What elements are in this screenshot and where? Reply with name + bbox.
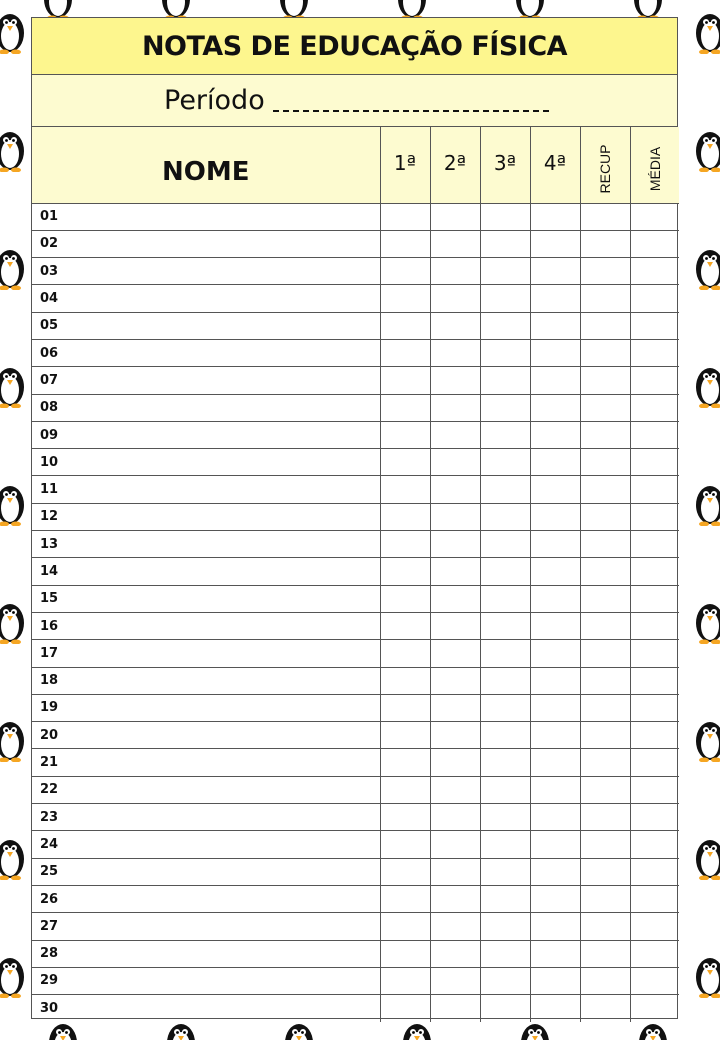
grade-cell-4[interactable] <box>530 312 580 339</box>
grade-cell-4[interactable] <box>530 531 580 558</box>
media-cell[interactable] <box>630 722 679 749</box>
media-cell[interactable] <box>630 230 679 257</box>
table-row <box>32 558 679 585</box>
grade-cell-1[interactable] <box>380 640 430 667</box>
grade-cell-4[interactable] <box>530 804 580 831</box>
row-number[interactable]: 11 <box>32 476 380 503</box>
grade-cell-1[interactable] <box>380 612 430 639</box>
row-number[interactable]: 02 <box>32 230 380 257</box>
penguin-icon <box>0 6 28 54</box>
column-header-media <box>630 127 679 203</box>
penguin-icon <box>692 714 720 762</box>
grade-cell-2[interactable] <box>430 749 480 776</box>
grade-cell-1[interactable] <box>380 258 430 285</box>
grade-cell-3[interactable] <box>480 312 530 339</box>
table-row <box>32 749 679 776</box>
penguin-icon <box>692 596 720 644</box>
row-number[interactable]: 24 <box>32 831 380 858</box>
row-number[interactable]: 29 <box>32 967 380 994</box>
recup-cell[interactable] <box>580 885 630 912</box>
penguin-icon <box>692 360 720 408</box>
grade-cell-3[interactable] <box>480 885 530 912</box>
row-number[interactable]: 27 <box>32 913 380 940</box>
penguin-icon <box>0 242 28 290</box>
recup-cell[interactable] <box>580 612 630 639</box>
recup-cell[interactable] <box>580 339 630 366</box>
recup-cell[interactable] <box>580 858 630 885</box>
penguin-icon <box>0 124 28 172</box>
media-cell[interactable] <box>630 558 679 585</box>
recup-cell[interactable] <box>580 995 630 1022</box>
table-row <box>32 449 679 476</box>
header-row <box>32 127 679 203</box>
row-number[interactable]: 22 <box>32 776 380 803</box>
recup-cell[interactable] <box>580 804 630 831</box>
grade-cell-2[interactable] <box>430 694 480 721</box>
grade-cell-3[interactable] <box>480 421 530 448</box>
recup-cell[interactable] <box>580 449 630 476</box>
row-number[interactable]: 20 <box>32 722 380 749</box>
table-row <box>32 913 679 940</box>
grade-cell-1[interactable] <box>380 203 430 230</box>
grade-cell-1[interactable] <box>380 585 430 612</box>
column-header-media-label: MÉDIA <box>646 146 663 192</box>
grade-cell-3[interactable] <box>480 749 530 776</box>
media-cell[interactable] <box>630 995 679 1022</box>
penguin-icon <box>0 478 28 526</box>
row-number[interactable]: 23 <box>32 804 380 831</box>
grade-cell-2[interactable] <box>430 967 480 994</box>
grade-cell-3[interactable] <box>480 694 530 721</box>
grade-cell-1[interactable] <box>380 285 430 312</box>
grade-cell-4[interactable] <box>530 858 580 885</box>
row-number[interactable]: 03 <box>32 258 380 285</box>
grades-table <box>32 127 679 1022</box>
grade-cell-4[interactable] <box>530 640 580 667</box>
grade-cell-1[interactable] <box>380 885 430 912</box>
table-row <box>32 858 679 885</box>
row-number[interactable]: 18 <box>32 667 380 694</box>
grade-cell-3[interactable] <box>480 667 530 694</box>
row-number[interactable]: 14 <box>32 558 380 585</box>
recup-cell[interactable] <box>580 476 630 503</box>
row-number[interactable]: 21 <box>32 749 380 776</box>
grade-cell-2[interactable] <box>430 585 480 612</box>
grade-cell-1[interactable] <box>380 913 430 940</box>
grade-cell-2[interactable] <box>430 722 480 749</box>
grade-cell-4[interactable] <box>530 339 580 366</box>
grade-cell-2[interactable] <box>430 503 480 530</box>
sheet-title: NOTAS DE EDUCAÇÃO FÍSICA <box>32 18 677 75</box>
penguin-icon <box>0 832 28 880</box>
media-cell[interactable] <box>630 394 679 421</box>
grade-cell-3[interactable] <box>480 558 530 585</box>
table-row <box>32 585 679 612</box>
grade-cell-2[interactable] <box>430 312 480 339</box>
grade-cell-4[interactable] <box>530 749 580 776</box>
table-row <box>32 995 679 1022</box>
penguin-icon <box>692 242 720 290</box>
media-cell[interactable] <box>630 885 679 912</box>
grade-cell-3[interactable] <box>480 531 530 558</box>
table-row <box>32 285 679 312</box>
penguin-icon <box>0 950 28 998</box>
grade-cell-2[interactable] <box>430 230 480 257</box>
penguin-icon <box>692 6 720 54</box>
grade-cell-1[interactable] <box>380 230 430 257</box>
recup-cell[interactable] <box>580 967 630 994</box>
media-cell[interactable] <box>630 967 679 994</box>
table-row <box>32 230 679 257</box>
recup-cell[interactable] <box>580 394 630 421</box>
recup-cell[interactable] <box>580 503 630 530</box>
row-number[interactable]: 19 <box>32 694 380 721</box>
grade-cell-1[interactable] <box>380 339 430 366</box>
row-number[interactable]: 07 <box>32 367 380 394</box>
recup-cell[interactable] <box>580 230 630 257</box>
penguin-icon <box>692 832 720 880</box>
grade-cell-2[interactable] <box>430 885 480 912</box>
media-cell[interactable] <box>630 694 679 721</box>
grade-cell-2[interactable] <box>430 940 480 967</box>
media-cell[interactable] <box>630 367 679 394</box>
grade-cell-3[interactable] <box>480 858 530 885</box>
media-cell[interactable] <box>630 749 679 776</box>
grade-cell-4[interactable] <box>530 913 580 940</box>
grade-cell-2[interactable] <box>430 804 480 831</box>
grade-cell-3[interactable] <box>480 831 530 858</box>
table-row <box>32 885 679 912</box>
grade-cell-2[interactable] <box>430 449 480 476</box>
grade-cell-4[interactable] <box>530 967 580 994</box>
grade-cell-1[interactable] <box>380 421 430 448</box>
grade-cell-4[interactable] <box>530 476 580 503</box>
penguin-icon <box>692 950 720 998</box>
penguin-icon <box>692 124 720 172</box>
grade-cell-4[interactable] <box>530 776 580 803</box>
table-row <box>32 831 679 858</box>
grade-cell-4[interactable] <box>530 421 580 448</box>
table-row <box>32 339 679 366</box>
media-cell[interactable] <box>630 503 679 530</box>
grade-cell-1[interactable] <box>380 776 430 803</box>
grade-cell-1[interactable] <box>380 667 430 694</box>
recup-cell[interactable] <box>580 285 630 312</box>
recup-cell[interactable] <box>580 722 630 749</box>
recup-cell[interactable] <box>580 831 630 858</box>
grade-cell-2[interactable] <box>430 913 480 940</box>
grade-cell-2[interactable] <box>430 339 480 366</box>
media-cell[interactable] <box>630 776 679 803</box>
grade-cell-3[interactable] <box>480 940 530 967</box>
row-number[interactable]: 09 <box>32 421 380 448</box>
table-row <box>32 694 679 721</box>
column-header-1: 1ª <box>380 127 430 203</box>
grade-cell-1[interactable] <box>380 367 430 394</box>
column-header-name: NOME <box>32 127 380 203</box>
media-cell[interactable] <box>630 203 679 230</box>
media-cell[interactable] <box>630 312 679 339</box>
grade-cell-1[interactable] <box>380 940 430 967</box>
grade-cell-4[interactable] <box>530 694 580 721</box>
penguin-icon <box>0 596 28 644</box>
period-row <box>32 75 677 127</box>
table-row <box>32 967 679 994</box>
penguin-icon <box>0 714 28 762</box>
recup-cell[interactable] <box>580 913 630 940</box>
grade-cell-1[interactable] <box>380 503 430 530</box>
table-row <box>32 667 679 694</box>
grade-cell-1[interactable] <box>380 831 430 858</box>
grade-cell-1[interactable] <box>380 531 430 558</box>
grade-cell-4[interactable] <box>530 230 580 257</box>
media-cell[interactable] <box>630 858 679 885</box>
media-cell[interactable] <box>630 940 679 967</box>
recup-cell[interactable] <box>580 531 630 558</box>
grade-cell-4[interactable] <box>530 831 580 858</box>
grade-cell-3[interactable] <box>480 967 530 994</box>
row-number[interactable]: 16 <box>32 612 380 639</box>
recup-cell[interactable] <box>580 585 630 612</box>
table-row <box>32 531 679 558</box>
table-row <box>32 503 679 530</box>
grade-cell-3[interactable] <box>480 476 530 503</box>
table-row <box>32 421 679 448</box>
grade-cell-4[interactable] <box>530 940 580 967</box>
grade-cell-4[interactable] <box>530 203 580 230</box>
grade-cell-4[interactable] <box>530 449 580 476</box>
grade-cell-2[interactable] <box>430 394 480 421</box>
grade-cell-4[interactable] <box>530 258 580 285</box>
grade-cell-1[interactable] <box>380 312 430 339</box>
column-header-4: 4ª <box>530 127 580 203</box>
grade-cell-3[interactable] <box>480 722 530 749</box>
column-header-2: 2ª <box>430 127 480 203</box>
table-row <box>32 804 679 831</box>
row-number[interactable]: 26 <box>32 885 380 912</box>
table-row <box>32 394 679 421</box>
column-header-recup-label: RECUP <box>597 144 613 194</box>
grade-cell-1[interactable] <box>380 858 430 885</box>
table-row <box>32 722 679 749</box>
table-row <box>32 258 679 285</box>
column-header-3: 3ª <box>480 127 530 203</box>
row-number[interactable]: 05 <box>32 312 380 339</box>
row-number[interactable]: 06 <box>32 339 380 366</box>
grade-cell-2[interactable] <box>430 858 480 885</box>
grade-cell-2[interactable] <box>430 367 480 394</box>
grade-cell-4[interactable] <box>530 367 580 394</box>
grade-cell-2[interactable] <box>430 640 480 667</box>
grade-cell-4[interactable] <box>530 722 580 749</box>
row-number[interactable]: 28 <box>32 940 380 967</box>
table-row <box>32 940 679 967</box>
recup-cell[interactable] <box>580 367 630 394</box>
grade-cell-3[interactable] <box>480 339 530 366</box>
grade-cell-1[interactable] <box>380 995 430 1022</box>
grade-cell-3[interactable] <box>480 804 530 831</box>
grade-cell-1[interactable] <box>380 476 430 503</box>
grade-cell-3[interactable] <box>480 258 530 285</box>
recup-cell[interactable] <box>580 940 630 967</box>
media-cell[interactable] <box>630 421 679 448</box>
grade-cell-2[interactable] <box>430 558 480 585</box>
table-row <box>32 312 679 339</box>
grade-cell-1[interactable] <box>380 722 430 749</box>
penguin-icon <box>0 360 28 408</box>
row-number[interactable]: 17 <box>32 640 380 667</box>
grade-cell-4[interactable] <box>530 558 580 585</box>
grade-cell-4[interactable] <box>530 503 580 530</box>
period-blank-line[interactable] <box>273 90 549 112</box>
table-row <box>32 640 679 667</box>
row-number[interactable]: 30 <box>32 995 380 1022</box>
grade-cell-3[interactable] <box>480 449 530 476</box>
grade-cell-3[interactable] <box>480 285 530 312</box>
media-cell[interactable] <box>630 476 679 503</box>
media-cell[interactable] <box>630 804 679 831</box>
grade-cell-1[interactable] <box>380 394 430 421</box>
grade-cell-1[interactable] <box>380 694 430 721</box>
recup-cell[interactable] <box>580 312 630 339</box>
grade-cell-4[interactable] <box>530 585 580 612</box>
media-cell[interactable] <box>630 449 679 476</box>
recup-cell[interactable] <box>580 694 630 721</box>
grade-cell-1[interactable] <box>380 449 430 476</box>
grade-cell-3[interactable] <box>480 230 530 257</box>
row-number[interactable]: 04 <box>32 285 380 312</box>
grade-cell-2[interactable] <box>430 831 480 858</box>
grade-cell-4[interactable] <box>530 667 580 694</box>
media-cell[interactable] <box>630 258 679 285</box>
grade-sheet <box>31 17 678 1019</box>
row-number[interactable]: 25 <box>32 858 380 885</box>
table-row <box>32 612 679 639</box>
grade-cell-2[interactable] <box>430 203 480 230</box>
grade-cell-3[interactable] <box>480 913 530 940</box>
media-cell[interactable] <box>630 531 679 558</box>
media-cell[interactable] <box>630 913 679 940</box>
table-row <box>32 776 679 803</box>
grade-cell-3[interactable] <box>480 640 530 667</box>
row-number[interactable]: 13 <box>32 531 380 558</box>
recup-cell[interactable] <box>580 558 630 585</box>
grade-cell-2[interactable] <box>430 531 480 558</box>
media-cell[interactable] <box>630 585 679 612</box>
recup-cell[interactable] <box>580 640 630 667</box>
media-cell[interactable] <box>630 285 679 312</box>
grade-cell-3[interactable] <box>480 995 530 1022</box>
grade-cell-3[interactable] <box>480 776 530 803</box>
grade-cell-3[interactable] <box>480 503 530 530</box>
grade-cell-4[interactable] <box>530 285 580 312</box>
media-cell[interactable] <box>630 831 679 858</box>
grade-cell-2[interactable] <box>430 776 480 803</box>
table-row <box>32 367 679 394</box>
recup-cell[interactable] <box>580 749 630 776</box>
media-cell[interactable] <box>630 640 679 667</box>
recup-cell[interactable] <box>580 258 630 285</box>
grade-cell-4[interactable] <box>530 885 580 912</box>
row-number[interactable]: 08 <box>32 394 380 421</box>
grade-cell-2[interactable] <box>430 285 480 312</box>
grade-cell-2[interactable] <box>430 995 480 1022</box>
grade-cell-4[interactable] <box>530 612 580 639</box>
table-row <box>32 203 679 230</box>
media-cell[interactable] <box>630 667 679 694</box>
grade-cell-3[interactable] <box>480 585 530 612</box>
recup-cell[interactable] <box>580 667 630 694</box>
grade-cell-4[interactable] <box>530 394 580 421</box>
media-cell[interactable] <box>630 339 679 366</box>
column-header-recup <box>580 127 630 203</box>
grade-cell-3[interactable] <box>480 203 530 230</box>
recup-cell[interactable] <box>580 203 630 230</box>
period-label: Período <box>164 85 265 116</box>
row-number[interactable]: 10 <box>32 449 380 476</box>
row-number[interactable]: 15 <box>32 585 380 612</box>
recup-cell[interactable] <box>580 421 630 448</box>
grade-cell-1[interactable] <box>380 967 430 994</box>
recup-cell[interactable] <box>580 776 630 803</box>
grade-cell-3[interactable] <box>480 367 530 394</box>
grade-cell-2[interactable] <box>430 421 480 448</box>
penguin-icon <box>692 478 720 526</box>
grade-cell-4[interactable] <box>530 995 580 1022</box>
grade-cell-2[interactable] <box>430 258 480 285</box>
grade-cell-2[interactable] <box>430 667 480 694</box>
grade-cell-2[interactable] <box>430 612 480 639</box>
grade-cell-2[interactable] <box>430 476 480 503</box>
grade-cell-1[interactable] <box>380 558 430 585</box>
row-number[interactable]: 01 <box>32 203 380 230</box>
row-number[interactable]: 12 <box>32 503 380 530</box>
grade-cell-1[interactable] <box>380 749 430 776</box>
grade-cell-3[interactable] <box>480 612 530 639</box>
table-row <box>32 476 679 503</box>
grade-cell-3[interactable] <box>480 394 530 421</box>
media-cell[interactable] <box>630 612 679 639</box>
grade-cell-1[interactable] <box>380 804 430 831</box>
